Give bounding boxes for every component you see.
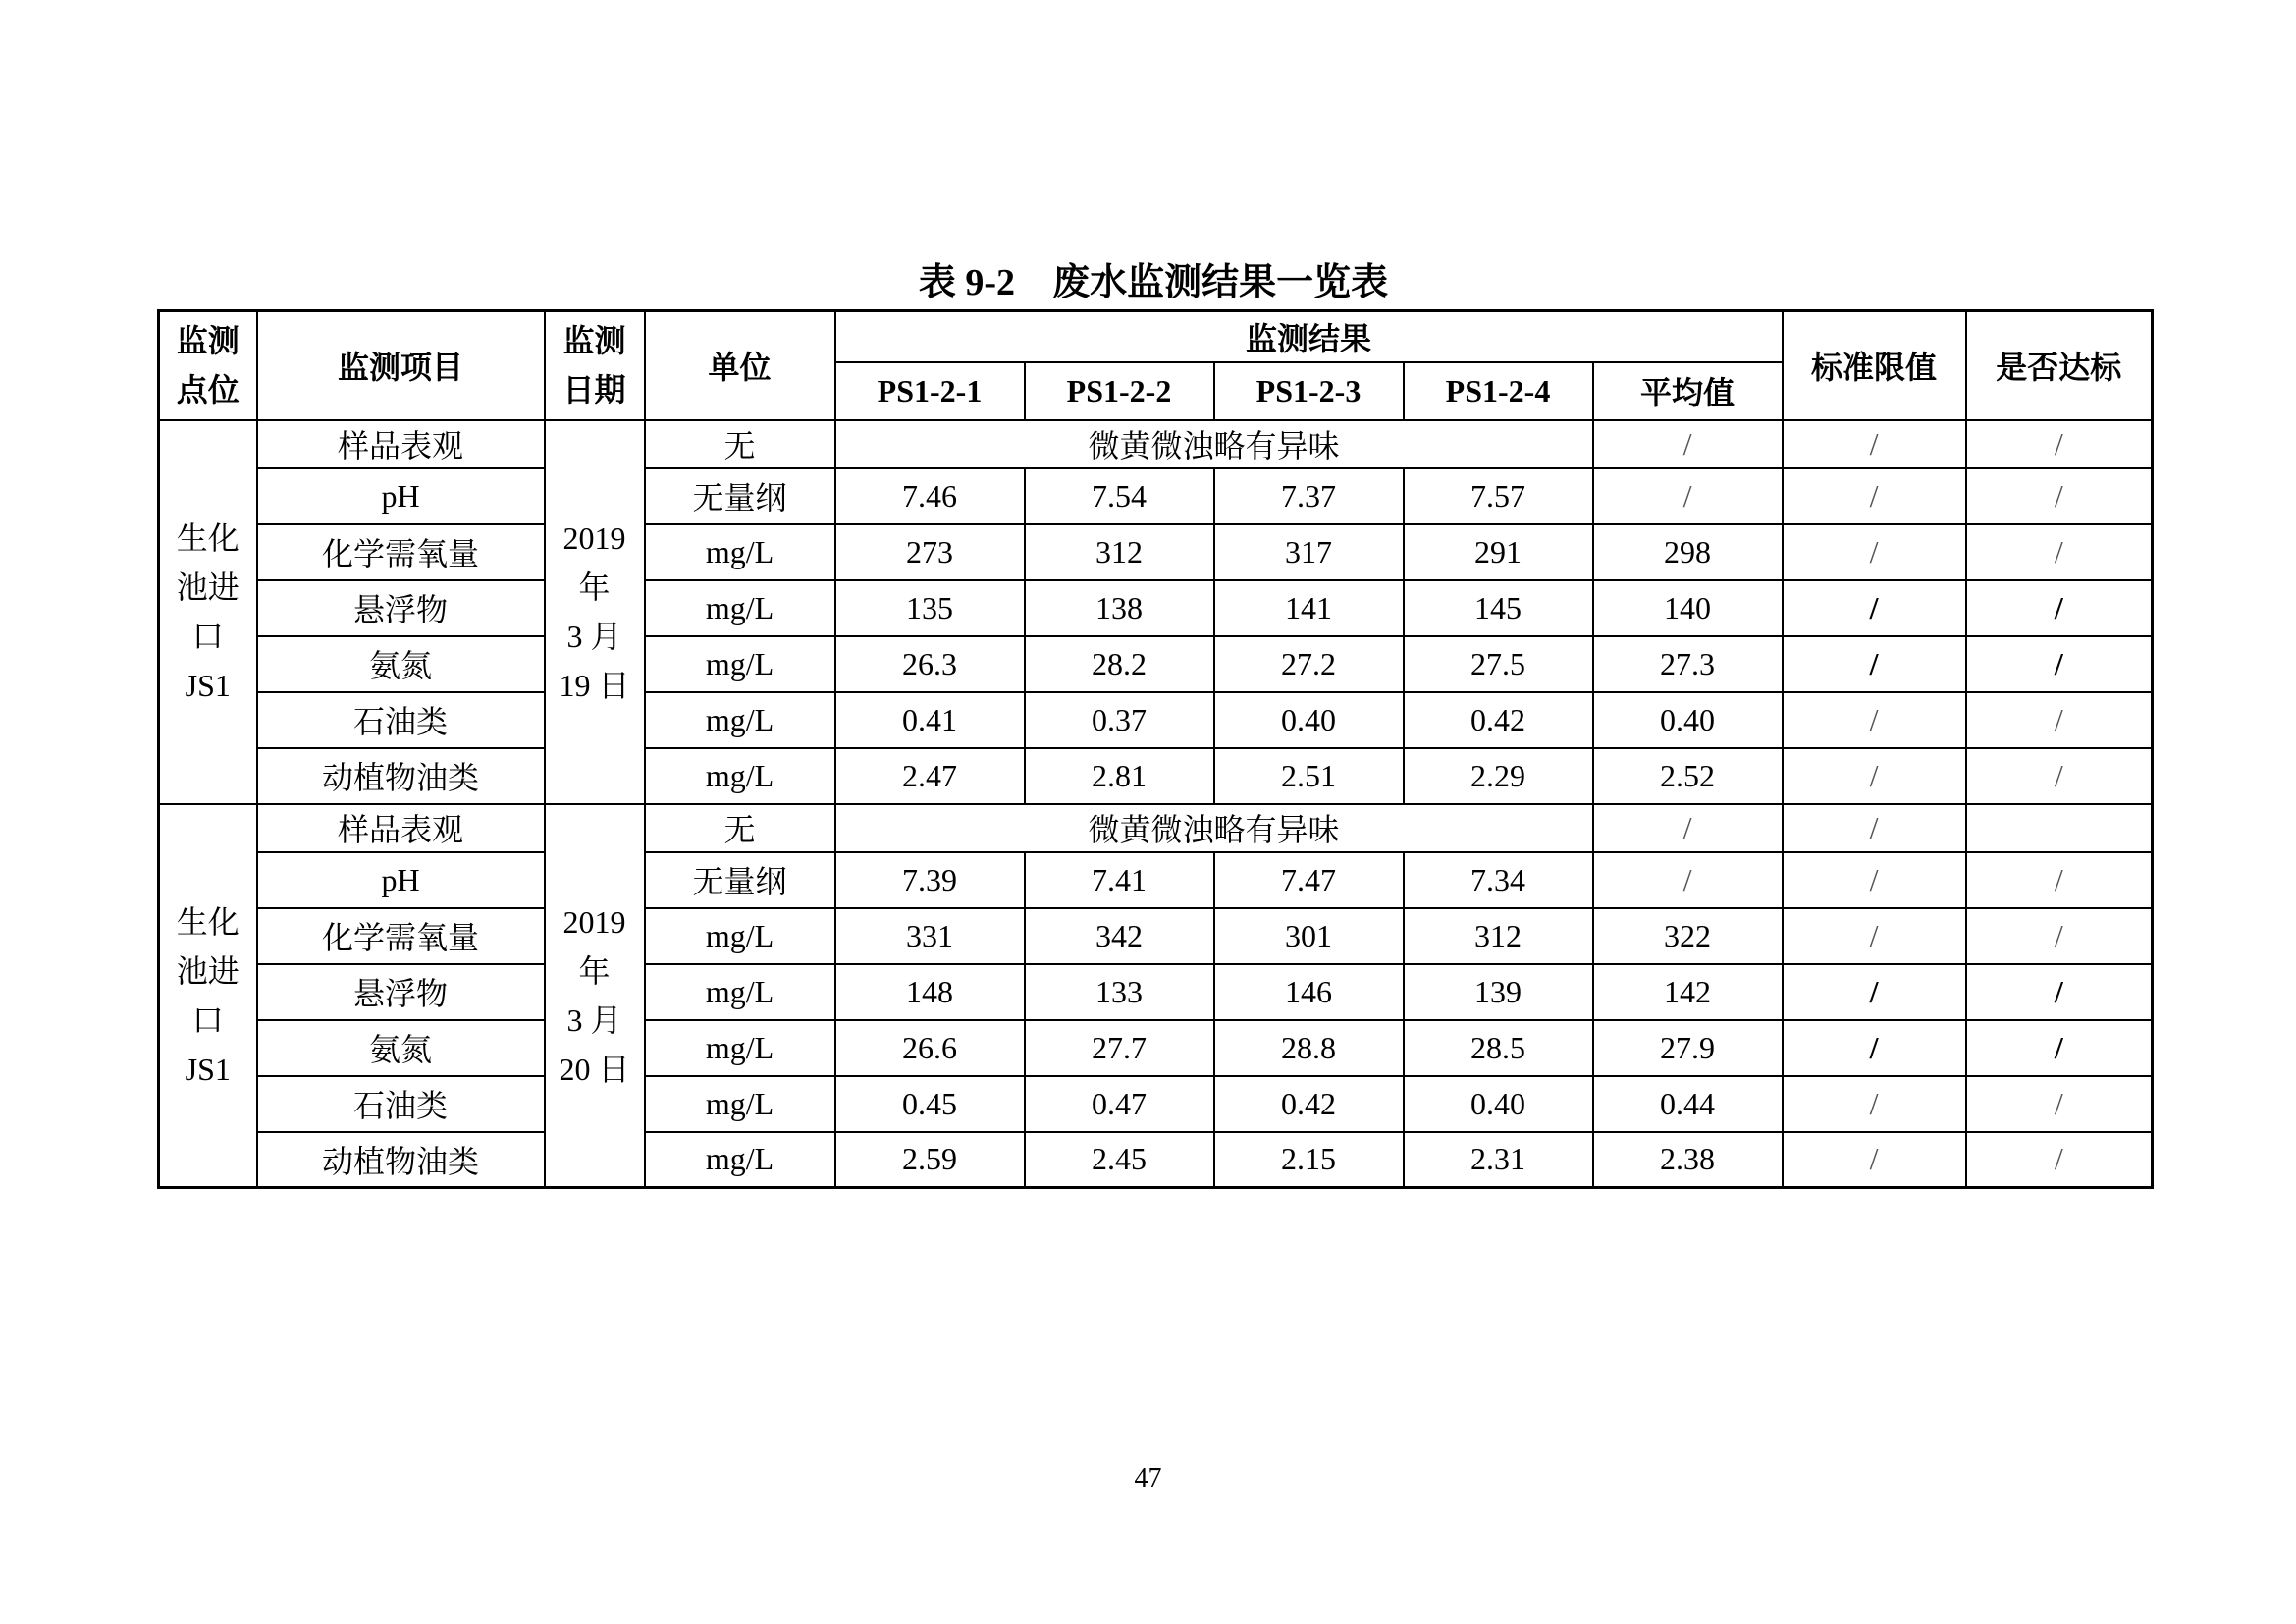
header-limit: 标准限值 [1783, 311, 1966, 420]
item-cell: 化学需氧量 [257, 524, 545, 580]
appearance-cell: 微黄微浊略有异味 [835, 420, 1593, 468]
value-cell: 135 [835, 580, 1025, 636]
item-cell: 样品表观 [257, 804, 545, 852]
limit-cell: / [1783, 852, 1966, 908]
unit-cell: mg/L [645, 1020, 835, 1076]
item-cell: 石油类 [257, 692, 545, 748]
table-row [159, 964, 2153, 1020]
header-compliance: 是否达标 [1966, 311, 2153, 420]
unit-cell: 无 [645, 420, 835, 468]
value-cell: 0.42 [1404, 692, 1593, 748]
table-row [159, 852, 2153, 908]
avg-cell: 0.40 [1593, 692, 1783, 748]
unit-cell: mg/L [645, 636, 835, 692]
item-cell: 氨氮 [257, 636, 545, 692]
value-cell: 2.51 [1214, 748, 1404, 804]
unit-cell: mg/L [645, 908, 835, 964]
avg-cell: 27.3 [1593, 636, 1783, 692]
table-title: 废水监测结果一览表 [1052, 262, 1389, 303]
unit-cell: mg/L [645, 580, 835, 636]
unit-cell: 无 [645, 804, 835, 852]
avg-cell: 140 [1593, 580, 1783, 636]
value-cell: 7.47 [1214, 852, 1404, 908]
item-cell: 化学需氧量 [257, 908, 545, 964]
header-unit: 单位 [645, 311, 835, 420]
value-cell: 26.3 [835, 636, 1025, 692]
avg-cell: / [1593, 804, 1783, 852]
item-cell: 样品表观 [257, 420, 545, 468]
value-cell: 27.2 [1214, 636, 1404, 692]
avg-cell: 142 [1593, 964, 1783, 1020]
value-cell: 0.40 [1404, 1076, 1593, 1132]
value-cell: 141 [1214, 580, 1404, 636]
avg-cell: / [1593, 420, 1783, 468]
limit-cell: / [1783, 636, 1966, 692]
table-row [159, 580, 2153, 636]
value-cell: 146 [1214, 964, 1404, 1020]
limit-cell: / [1783, 748, 1966, 804]
value-cell: 2.29 [1404, 748, 1593, 804]
table-row [159, 420, 2153, 468]
header-sample: PS1-2-3 [1214, 362, 1404, 420]
item-cell: pH [257, 468, 545, 524]
date-cell: 2019 年 3 月 20 日 [545, 804, 645, 1188]
value-cell: 148 [835, 964, 1025, 1020]
avg-cell: / [1593, 468, 1783, 524]
value-cell: 0.42 [1214, 1076, 1404, 1132]
header-item: 监测项目 [257, 311, 545, 420]
compliance-cell: / [1966, 636, 2153, 692]
value-cell: 331 [835, 908, 1025, 964]
value-cell: 28.5 [1404, 1020, 1593, 1076]
limit-cell: / [1783, 964, 1966, 1020]
table-row [159, 1020, 2153, 1076]
value-cell: 273 [835, 524, 1025, 580]
table-row [159, 636, 2153, 692]
site-cell: 生化 池进 口 JS1 [159, 420, 257, 804]
header-row-1 [159, 311, 2153, 362]
avg-cell: 0.44 [1593, 1076, 1783, 1132]
value-cell: 26.6 [835, 1020, 1025, 1076]
compliance-cell [1966, 804, 2153, 852]
monitoring-results-table [157, 309, 2154, 1189]
avg-cell: 322 [1593, 908, 1783, 964]
header-sample: PS1-2-2 [1025, 362, 1214, 420]
unit-cell: mg/L [645, 964, 835, 1020]
value-cell: 2.59 [835, 1132, 1025, 1188]
value-cell: 27.5 [1404, 636, 1593, 692]
item-cell: pH [257, 852, 545, 908]
compliance-cell: / [1966, 1020, 2153, 1076]
item-cell: 动植物油类 [257, 748, 545, 804]
unit-cell: mg/L [645, 748, 835, 804]
value-cell: 7.54 [1025, 468, 1214, 524]
value-cell: 145 [1404, 580, 1593, 636]
table-caption [157, 253, 2150, 312]
header-sample: PS1-2-1 [835, 362, 1025, 420]
value-cell: 317 [1214, 524, 1404, 580]
limit-cell: / [1783, 580, 1966, 636]
avg-cell: / [1593, 852, 1783, 908]
value-cell: 7.34 [1404, 852, 1593, 908]
table-number: 表 9-2 [918, 262, 1016, 303]
compliance-cell: / [1966, 748, 2153, 804]
value-cell: 139 [1404, 964, 1593, 1020]
compliance-cell: / [1966, 1076, 2153, 1132]
table-row [159, 1076, 2153, 1132]
compliance-cell: / [1966, 852, 2153, 908]
unit-cell: mg/L [645, 692, 835, 748]
limit-cell: / [1783, 908, 1966, 964]
table-row [159, 468, 2153, 524]
avg-cell: 2.38 [1593, 1132, 1783, 1188]
value-cell: 133 [1025, 964, 1214, 1020]
item-cell: 动植物油类 [257, 1132, 545, 1188]
value-cell: 0.41 [835, 692, 1025, 748]
value-cell: 0.47 [1025, 1076, 1214, 1132]
header-average: 平均值 [1593, 362, 1783, 420]
item-cell: 氨氮 [257, 1020, 545, 1076]
page-number: 47 [1134, 1463, 1162, 1493]
compliance-cell: / [1966, 468, 2153, 524]
avg-cell: 2.52 [1593, 748, 1783, 804]
header-sample: PS1-2-4 [1404, 362, 1593, 420]
compliance-cell: / [1966, 908, 2153, 964]
header-results: 监测结果 [835, 311, 1783, 362]
compliance-cell: / [1966, 580, 2153, 636]
limit-cell: / [1783, 1132, 1966, 1188]
table-row [159, 524, 2153, 580]
unit-cell: mg/L [645, 524, 835, 580]
item-cell: 石油类 [257, 1076, 545, 1132]
value-cell: 27.7 [1025, 1020, 1214, 1076]
value-cell: 7.37 [1214, 468, 1404, 524]
value-cell: 301 [1214, 908, 1404, 964]
date-cell: 2019 年 3 月 19 日 [545, 420, 645, 804]
appearance-cell: 微黄微浊略有异味 [835, 804, 1593, 852]
value-cell: 312 [1404, 908, 1593, 964]
value-cell: 2.47 [835, 748, 1025, 804]
value-cell: 2.15 [1214, 1132, 1404, 1188]
value-cell: 7.57 [1404, 468, 1593, 524]
value-cell: 291 [1404, 524, 1593, 580]
table-row [159, 1132, 2153, 1188]
compliance-cell: / [1966, 1132, 2153, 1188]
limit-cell: / [1783, 420, 1966, 468]
unit-cell: 无量纲 [645, 852, 835, 908]
value-cell: 0.37 [1025, 692, 1214, 748]
value-cell: 2.45 [1025, 1132, 1214, 1188]
unit-cell: 无量纲 [645, 468, 835, 524]
value-cell: 7.46 [835, 468, 1025, 524]
value-cell: 2.31 [1404, 1132, 1593, 1188]
limit-cell: / [1783, 692, 1966, 748]
compliance-cell: / [1966, 524, 2153, 580]
value-cell: 2.81 [1025, 748, 1214, 804]
value-cell: 28.8 [1214, 1020, 1404, 1076]
avg-cell: 298 [1593, 524, 1783, 580]
table-row [159, 748, 2153, 804]
limit-cell: / [1783, 468, 1966, 524]
value-cell: 0.45 [835, 1076, 1025, 1132]
value-cell: 312 [1025, 524, 1214, 580]
table-row [159, 692, 2153, 748]
limit-cell: / [1783, 804, 1966, 852]
unit-cell: mg/L [645, 1132, 835, 1188]
limit-cell: / [1783, 1076, 1966, 1132]
item-cell: 悬浮物 [257, 964, 545, 1020]
header-date: 监测 日期 [545, 311, 645, 420]
value-cell: 7.39 [835, 852, 1025, 908]
compliance-cell: / [1966, 692, 2153, 748]
compliance-cell: / [1966, 420, 2153, 468]
value-cell: 138 [1025, 580, 1214, 636]
table-row [159, 908, 2153, 964]
limit-cell: / [1783, 524, 1966, 580]
compliance-cell: / [1966, 964, 2153, 1020]
avg-cell: 27.9 [1593, 1020, 1783, 1076]
limit-cell: / [1783, 1020, 1966, 1076]
value-cell: 342 [1025, 908, 1214, 964]
value-cell: 7.41 [1025, 852, 1214, 908]
header-site: 监测 点位 [159, 311, 257, 420]
value-cell: 28.2 [1025, 636, 1214, 692]
value-cell: 0.40 [1214, 692, 1404, 748]
unit-cell: mg/L [645, 1076, 835, 1132]
item-cell: 悬浮物 [257, 580, 545, 636]
table-row [159, 804, 2153, 852]
site-cell: 生化 池进 口 JS1 [159, 804, 257, 1188]
